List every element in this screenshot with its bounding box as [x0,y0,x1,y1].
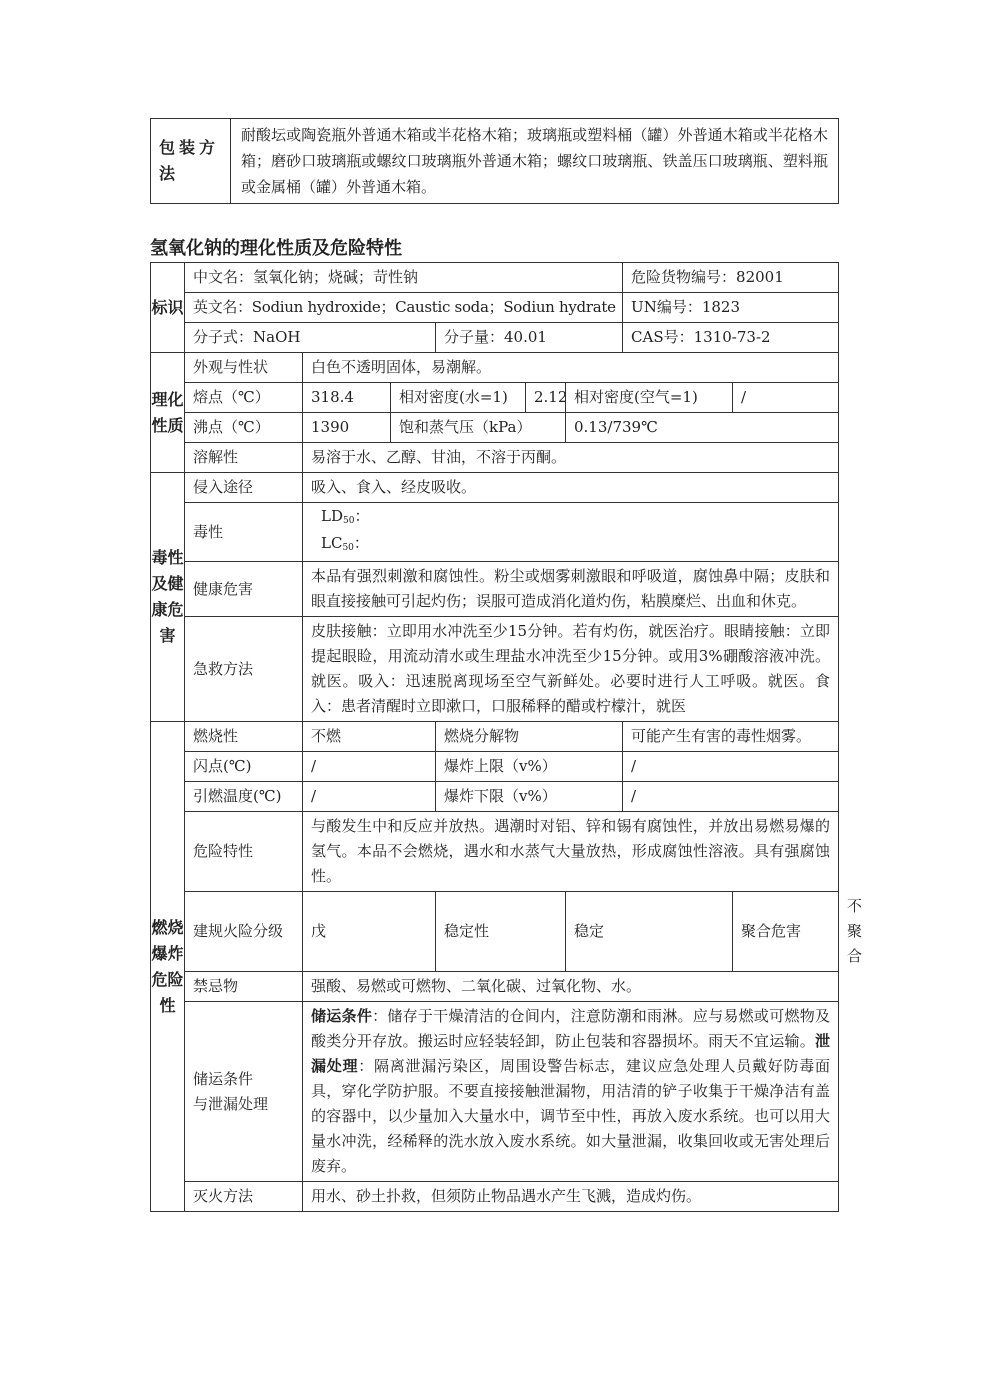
fire-row-5: 建规火险分级 戊 稳定性 稳定 聚合危害 不聚合 [151,892,839,972]
fire-class-label: 建规火险分级 [185,892,303,972]
properties-table [150,262,863,1212]
packing-label: 包装方法 [151,119,231,204]
first-aid-value: 皮肤接触：立即用水冲洗至少15分钟。若有灼伤，就医治疗。眼睛接触：立即提起眼睑，用流动清水或生理盐水冲洗至少15分钟。或用3%硼酸溶液冲洗。就医。吸入：迅速脱离现场至空气新鲜处。必要时进行人工呼吸。就医。食入：患者清醒时立即漱口，口服稀释的醋或柠檬汁，就医 [303,617,839,722]
boiling-point-label: 沸点（℃） [185,413,303,443]
vapor-pressure-label: 饱和蒸气压（kPa） [391,413,566,443]
fire-row-1 [151,722,839,752]
appearance-value: 白色不透明固体，易潮解。 [303,353,839,383]
cn-name: 中文名：氢氧化钠；烧碱；苛性钠 [185,263,623,293]
fire-row-4 [151,812,839,892]
ignition-temp-label: 引燃温度(℃) [185,782,303,812]
toxicity-row-4 [151,617,839,722]
vapor-pressure-value: 0.13/739℃ [566,413,839,443]
toxicity-value [303,503,839,562]
upper-limit-label: 爆炸上限（v%） [436,752,623,782]
ld50: $LD_{50}$： [321,507,370,526]
boiling-point-value: 1390 [303,413,391,443]
physchem-row-1 [151,353,839,383]
packing-text: 耐酸坛或陶瓷瓶外普通木箱或半花格木箱；玻璃瓶或塑料桶（罐）外普通木箱或半花格木箱；磨砂口玻璃瓶或螺纹口玻璃瓶外普通木箱；螺纹口玻璃瓶、铁盖压口玻璃瓶、塑料瓶或金属桶（罐）外普通木箱。 [231,119,839,204]
fire-row-7 [151,1002,839,1182]
first-aid-label: 急救方法 [185,617,303,722]
dangerous-goods-no: 危险货物编号：82001 [623,263,839,293]
flash-point-label: 闪点(℃) [185,752,303,782]
solubility-value: 易溶于水、乙醇、甘油，不溶于丙酮。 [303,443,839,473]
section-identity: 标识 [151,263,185,353]
density-air-value: / [733,383,839,413]
stability-value: 稳定 [566,892,733,972]
en-name: 英文名：Sodiun hydroxide；Caustic soda；Sodiun hydrate [185,293,623,323]
storage-heading: 储运条件 [311,1007,373,1025]
storage-value [303,1002,839,1182]
polymerization-label: 聚合危害 [733,892,839,972]
extinguish-label: 灭火方法 [185,1182,303,1212]
density-water-label: 相对密度(水=1) [391,383,526,413]
toxicity-row-2 [151,503,839,562]
upper-limit-value: / [623,752,839,782]
route-value: 吸入、食入、经皮吸收。 [303,473,839,503]
page-title: 氢氧化钠的理化性质及危险特性 [150,238,402,259]
hazard-value: 与酸发生中和反应并放热。遇潮时对铝、锌和锡有腐蚀性，并放出易燃易爆的氢气。本品不会燃烧，遇水和水蒸气大量放热，形成腐蚀性溶液。具有强腐蚀性。 [303,812,839,892]
decomposition-value: 可能产生有害的毒性烟雾。 [623,722,839,752]
appearance-label: 外观与性状 [185,353,303,383]
incompatible-label: 禁忌物 [185,972,303,1002]
density-water-value: 2.12 [526,383,566,413]
hazard-label: 危险特性 [185,812,303,892]
molecular-weight: 分子量：40.01 [436,323,623,353]
leak-text: ：隔离泄漏污染区，周围设警告标志，建议应急处理人员戴好防毒面具，穿化学防护服。不要直接接触泄漏物，用洁清的铲子收集于干燥净洁有盖的容器中，以少量加入大量水中，调节至中性，再放入废水系统。也可以用大量水冲洗，经稀释的洗水放入废水系统。如大量泄漏，收集回收或无害处理后废弃。 [311,1057,831,1175]
solubility-label: 溶解性 [185,443,303,473]
physchem-row-3 [151,413,839,443]
section-toxicity: 毒性及健康危害 [151,473,185,722]
density-air-label: 相对密度(空气=1) [566,383,733,413]
storage-text: ：储存于干燥清洁的仓间内，注意防潮和雨淋。应与易燃或可燃物及酸类分开存放。搬运时应轻装轻卸，防止包装和容器损坏。雨天不宜运输。 [311,1007,831,1050]
extinguish-value: 用水、砂土扑救，但须防止物品遇水产生飞溅，造成灼伤。 [303,1182,839,1212]
leak-heading: 泄漏处理 [311,1032,831,1075]
melting-point-label: 熔点（℃） [185,383,303,413]
un-no: UN编号：1823 [623,293,839,323]
fire-class-value: 戊 [303,892,436,972]
melting-point-value: 318.4 [303,383,391,413]
fire-row-3 [151,782,839,812]
health-hazard-value: 本品有强烈刺激和腐蚀性。粉尘或烟雾刺激眼和呼吸道，腐蚀鼻中隔；皮肤和眼直接接触可引起灼伤；误服可造成消化道灼伤，粘膜糜烂、出血和休克。 [303,562,839,617]
packing-table [150,118,839,204]
identity-row-3 [151,323,839,353]
fire-row-8 [151,1182,839,1212]
route-label: 侵入途径 [185,473,303,503]
physchem-row-4 [151,443,839,473]
toxicity-label: 毒性 [185,503,303,562]
packing-row [151,119,839,204]
section-fire: 燃烧爆炸危险性 [151,722,185,1212]
toxicity-row-1 [151,473,839,503]
ignition-temp-value: / [303,782,436,812]
cas-no: CAS号：1310-73-2 [623,323,839,353]
physchem-row-2 [151,383,839,413]
formula: 分子式：NaOH [185,323,436,353]
toxicity-row-3 [151,562,839,617]
combustibility-label: 燃烧性 [185,722,303,752]
combustibility-value: 不燃 [303,722,436,752]
decomposition-label: 燃烧分解物 [436,722,623,752]
storage-label: 储运条件 与泄漏处理 [185,1002,303,1182]
health-hazard-label: 健康危害 [185,562,303,617]
lc50: $LC_{50}$： [321,534,369,553]
incompatible-value: 强酸、易燃或可燃物、二氧化碳、过氧化物、水。 [303,972,839,1002]
fire-row-2 [151,752,839,782]
stability-label: 稳定性 [436,892,566,972]
identity-row-1 [151,263,839,293]
lower-limit-label: 爆炸下限（v%） [436,782,623,812]
fire-row-6 [151,972,839,1002]
lower-limit-value: / [623,782,839,812]
flash-point-value: / [303,752,436,782]
section-physchem: 理化性质 [151,353,185,473]
identity-row-2 [151,293,839,323]
